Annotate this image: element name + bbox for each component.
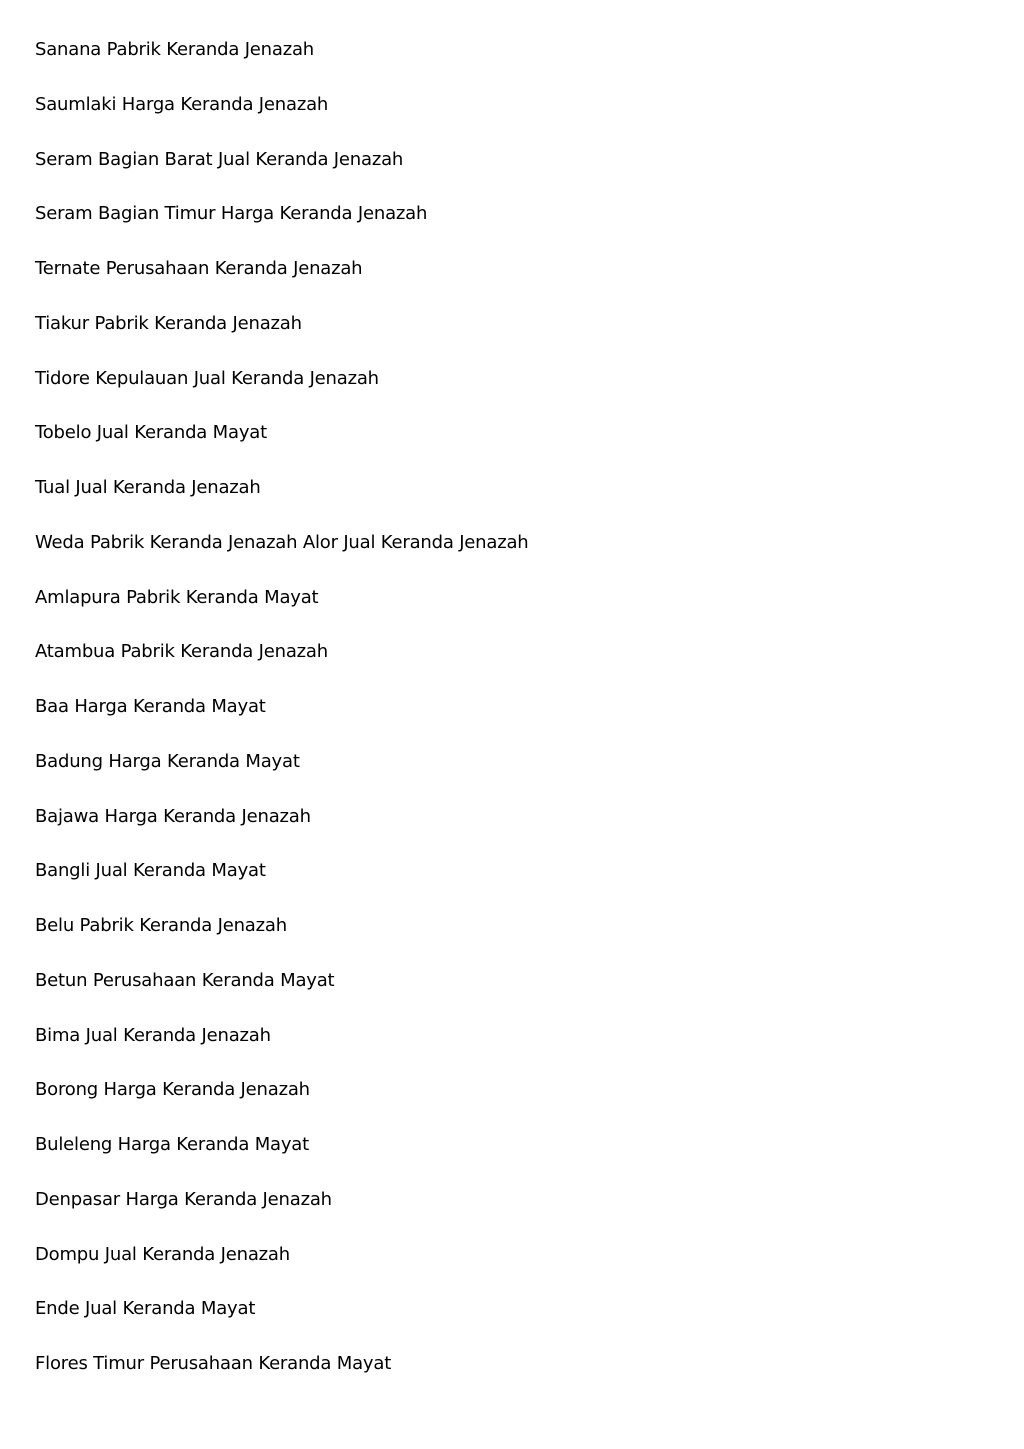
- text-line: Tual Jual Keranda Jenazah: [35, 477, 261, 498]
- text-line: Atambua Pabrik Keranda Jenazah: [35, 641, 328, 663]
- text-line: Ternate Perusahaan Keranda Jenazah: [35, 258, 363, 279]
- text-line: Tidore Kepulauan Jual Keranda Jenazah: [35, 367, 379, 389]
- text-line: Belu Pabrik Keranda Jenazah: [35, 915, 287, 936]
- text-line: Buleleng Harga Keranda Mayat: [35, 1134, 309, 1155]
- text-line: Sanana Pabrik Keranda Jenazah: [35, 39, 315, 60]
- text-line: Borong Harga Keranda Jenazah: [35, 1079, 310, 1101]
- text-line: Seram Bagian Barat Jual Keranda Jenazah: [35, 148, 404, 170]
- text-line: Flores Timur Perusahaan Keranda Mayat: [35, 1353, 392, 1374]
- text-line: Ende Jual Keranda Mayat: [35, 1298, 256, 1320]
- text-line: Denpasar Harga Keranda Jenazah: [35, 1188, 332, 1210]
- text-line: Weda Pabrik Keranda Jenazah Alor Jual Keranda Jenazah: [35, 531, 529, 553]
- text-line: Saumlaki Harga Keranda Jenazah: [35, 93, 329, 115]
- text-line: Seram Bagian Timur Harga Keranda Jenazah: [35, 203, 428, 225]
- text-line-list: [35, 37, 995, 1406]
- text-line: Tobelo Jual Keranda Mayat: [35, 422, 267, 444]
- text-line: Amlapura Pabrik Keranda Mayat: [35, 586, 319, 608]
- text-line: Bangli Jual Keranda Mayat: [35, 860, 266, 882]
- text-line: Badung Harga Keranda Mayat: [35, 750, 300, 772]
- text-line: Bajawa Harga Keranda Jenazah: [35, 805, 311, 827]
- text-line: Betun Perusahaan Keranda Mayat: [35, 969, 335, 991]
- text-line: Bima Jual Keranda Jenazah: [35, 1024, 271, 1046]
- text-line: Dompu Jual Keranda Jenazah: [35, 1243, 290, 1265]
- text-line: Tiakur Pabrik Keranda Jenazah: [35, 312, 302, 334]
- text-line: Baa Harga Keranda Mayat: [35, 696, 266, 717]
